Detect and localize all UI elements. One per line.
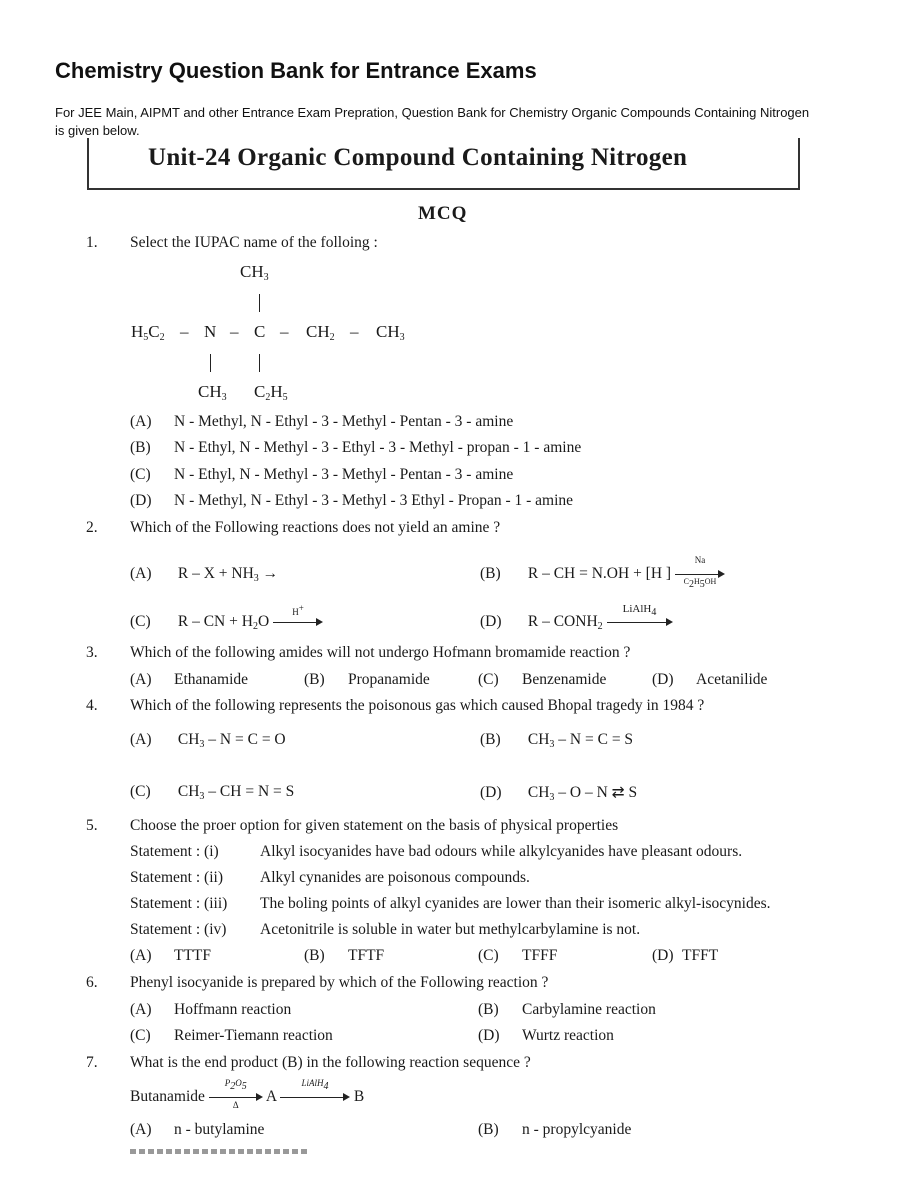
arrow-over-text: Na xyxy=(694,555,706,566)
q5-statement-2 xyxy=(130,869,530,887)
option-label: (B) xyxy=(478,1121,499,1138)
question-5-text: Choose the proer option for given statement on the basis of physical properties xyxy=(130,817,619,834)
q6-option-a[interactable] xyxy=(130,1001,291,1019)
option-label: (B) xyxy=(478,1001,499,1018)
q5-option-c[interactable] xyxy=(478,947,557,965)
option-text: Wurtz reaction xyxy=(522,1027,614,1044)
reaction-arrow xyxy=(607,603,673,627)
option-label: (C) xyxy=(478,947,499,964)
q6-option-d[interactable] xyxy=(478,1027,614,1045)
option-text: TTTF xyxy=(174,947,212,964)
q5-option-a[interactable] xyxy=(130,947,211,965)
option-text: $R - X + NH_3$ → xyxy=(177,565,279,584)
option-text: Hoffmann reaction xyxy=(174,1001,292,1018)
structure-dash-3: – xyxy=(280,322,289,341)
q2-option-d[interactable] xyxy=(480,603,673,632)
structure-dash-2: – xyxy=(230,322,239,341)
structure-bottom-ch3: $CH_3$ xyxy=(198,382,227,403)
q2-option-c[interactable] xyxy=(130,603,323,632)
q3-option-a[interactable] xyxy=(130,671,248,689)
option-label: (C) xyxy=(130,466,151,483)
reaction-arrow xyxy=(675,555,725,591)
option-text: R – CN + $H_2O$ xyxy=(177,613,270,632)
page-title: Chemistry Question Bank for Entrance Exams xyxy=(55,58,537,83)
option-label: (A) xyxy=(130,565,152,582)
question-2-number: 2. xyxy=(86,519,98,536)
q2-option-b[interactable] xyxy=(480,555,725,591)
question-4-number: 4. xyxy=(86,697,98,714)
question-4-text: Which of the following represents the poisonous gas which caused Bhopal tragedy in 1984 ? xyxy=(130,697,705,714)
option-text: TFTF xyxy=(348,947,385,964)
option-label: (D) xyxy=(480,613,502,630)
q5-option-d[interactable] xyxy=(652,947,718,965)
structure-ch3-right: $CH_3$ xyxy=(376,322,405,343)
option-text: N - Methyl, N - Ethyl - 3 - Methyl - Pentan - 3 - amine xyxy=(174,413,514,430)
question-5-number: 5. xyxy=(86,817,98,834)
statement-label: Statement : (i) xyxy=(130,843,219,860)
q7-option-b[interactable] xyxy=(478,1121,631,1139)
arrow-over-text: LiAlH$_4$ xyxy=(622,603,657,619)
reactant: Butanamide xyxy=(130,1088,205,1105)
option-label: (A) xyxy=(130,413,152,430)
q1-option-b[interactable] xyxy=(130,439,581,457)
arrow-over-text: H+ xyxy=(292,603,304,618)
arrow-over-text: LiAlH$_4$ xyxy=(301,1078,329,1093)
q3-option-b[interactable] xyxy=(304,671,430,689)
option-label: (D) xyxy=(652,671,674,688)
question-1-number: 1. xyxy=(86,234,98,251)
option-label: (A) xyxy=(130,1121,152,1138)
option-text: n - propylcyanide xyxy=(522,1121,632,1138)
question-6-number: 6. xyxy=(86,974,98,991)
statement-label: Statement : (iii) xyxy=(130,895,228,912)
q1-option-d[interactable] xyxy=(130,492,573,510)
option-label: (D) xyxy=(480,784,502,801)
structure-ch2: $CH_2$ xyxy=(306,322,335,343)
reaction-arrow xyxy=(209,1078,263,1111)
structure-dash-1: – xyxy=(180,322,189,341)
option-label: (D) xyxy=(652,947,674,964)
cut-off-next-line xyxy=(130,1146,650,1154)
unit-title: Unit-24 Organic Compound Containing Nitrogen xyxy=(148,144,688,171)
q4-option-d[interactable] xyxy=(480,783,637,803)
statement-label: Statement : (iv) xyxy=(130,921,227,938)
q1-option-c[interactable] xyxy=(130,466,513,484)
structure-c: C xyxy=(254,322,266,341)
question-3-number: 3. xyxy=(86,644,98,661)
page-intro: For JEE Main, AIPMT and other Entrance Exam Prepration, Question Bank for Chemistry Organic Compounds Containing Nitrogen is given below. xyxy=(55,105,810,138)
option-text: N - Ethyl, N - Methyl - 3 - Methyl - Pentan - 3 - amine xyxy=(174,466,514,483)
q3-option-d[interactable] xyxy=(652,671,767,689)
option-text: N - Methyl, N - Ethyl - 3 - Methyl - 3 Ethyl - Propan - 1 - amine xyxy=(174,492,574,509)
statement-text: The boling points of alkyl cyanides are lower than their isomeric alkyl-isocynides. xyxy=(260,895,771,912)
question-3-text: Which of the following amides will not undergo Hofmann bromamide reaction ? xyxy=(130,644,631,661)
option-label: (C) xyxy=(130,783,151,800)
option-text: Acetanilide xyxy=(696,671,768,688)
option-label: (C) xyxy=(130,613,151,630)
structure-bottom-c2h5: $C_2H_5$ xyxy=(254,382,288,403)
q5-option-b[interactable] xyxy=(304,947,384,965)
option-label: (D) xyxy=(130,492,152,509)
option-text: Reimer-Tiemann reaction xyxy=(174,1027,333,1044)
option-text: N - Ethyl, N - Methyl - 3 - Ethyl - 3 - Methyl - propan - 1 - amine xyxy=(174,439,582,456)
option-text: $CH_3 - N = C = O$ xyxy=(177,731,286,750)
option-text: Carbylamine reaction xyxy=(522,1001,656,1018)
question-7-number: 7. xyxy=(86,1054,98,1071)
q4-option-b[interactable] xyxy=(480,731,633,750)
option-text: $CH_3$ – CH = N = S xyxy=(177,783,295,802)
option-text: n - butylamine xyxy=(174,1121,265,1138)
bond-bottom-right xyxy=(259,354,260,372)
option-text: R – $CONH_2$ xyxy=(527,613,603,632)
question-6-text: Phenyl isocyanide is prepared by which of the Following reaction ? xyxy=(130,974,549,991)
statement-text: Acetonitrile is soluble in water but methylcarbylamine is not. xyxy=(260,921,641,938)
option-text: TFFT xyxy=(682,947,719,964)
option-label: (B) xyxy=(130,439,151,456)
option-label: (D) xyxy=(478,1027,500,1044)
q7-reaction-sequence xyxy=(130,1078,365,1111)
cut-off-text-left xyxy=(130,1149,310,1154)
statement-text: Alkyl cynanides are poisonous compounds. xyxy=(260,869,530,886)
q4-option-a[interactable] xyxy=(130,731,286,750)
q6-option-b[interactable] xyxy=(478,1001,656,1019)
option-text: Benzenamide xyxy=(522,671,607,688)
option-text: $CH_3$ – O – N ⇄ S xyxy=(527,784,638,803)
q5-statement-3 xyxy=(130,895,771,913)
bond-bottom-left xyxy=(210,354,211,372)
bond-top xyxy=(259,294,260,312)
mcq-heading: MCQ xyxy=(418,203,468,224)
structure-n: N xyxy=(204,322,217,341)
statement-text: Alkyl isocyanides have bad odours while alkylcyanides have pleasant odours. xyxy=(260,843,743,860)
q1-option-a[interactable] xyxy=(130,413,513,431)
option-label: (A) xyxy=(130,947,152,964)
option-label: (B) xyxy=(304,947,325,964)
arrow-over-text: $P_2O_5$ xyxy=(224,1078,247,1093)
structure-top-ch3: $CH_3$ xyxy=(240,262,269,283)
question-2-text: Which of the Following reactions does not yield an amine ? xyxy=(130,519,501,536)
q5-statement-4 xyxy=(130,921,640,939)
option-label: (C) xyxy=(478,671,499,688)
q4-option-c[interactable] xyxy=(130,783,294,802)
intermediate: A xyxy=(265,1088,277,1105)
option-text: R – CH = N.OH + [H ] xyxy=(527,565,672,582)
option-label: (B) xyxy=(480,565,501,582)
q3-option-c[interactable] xyxy=(478,671,606,689)
arrow-under-text: $C_2H_5OH$ xyxy=(683,577,717,591)
structure-dash-4: – xyxy=(350,322,359,341)
q2-option-a[interactable] xyxy=(130,565,278,584)
q5-statement-1 xyxy=(130,843,742,861)
arrow-under-text: Δ xyxy=(232,1100,239,1111)
option-label: (C) xyxy=(130,1027,151,1044)
option-label: (A) xyxy=(130,671,152,688)
product: B xyxy=(353,1088,365,1105)
option-label: (B) xyxy=(480,731,501,748)
statement-label: Statement : (ii) xyxy=(130,869,223,886)
question-7-text: What is the end product (B) in the following reaction sequence ? xyxy=(130,1054,531,1071)
option-text: TFFF xyxy=(522,947,558,964)
option-text: $CH_3 - N = C = S$ xyxy=(527,731,634,750)
option-text: Ethanamide xyxy=(174,671,249,688)
reaction-arrow xyxy=(280,1078,350,1102)
reaction-arrow xyxy=(273,603,323,627)
option-label: (A) xyxy=(130,731,152,748)
question-1-text: Select the IUPAC name of the folloing : xyxy=(130,234,378,251)
structure-h5c2: $H_5C_2$ xyxy=(131,322,165,343)
option-label: (A) xyxy=(130,1001,152,1018)
option-label: (B) xyxy=(304,671,325,688)
q7-option-a[interactable] xyxy=(130,1121,264,1139)
q6-option-c[interactable] xyxy=(130,1027,333,1045)
option-text: Propanamide xyxy=(348,671,430,688)
